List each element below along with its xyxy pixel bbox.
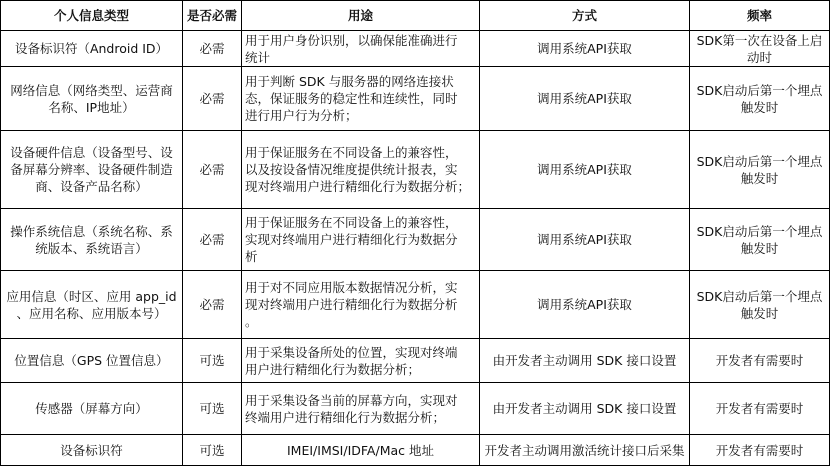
cell-frequency-line: 触发时	[740, 99, 779, 115]
cell-purpose	[242, 209, 480, 271]
cell-frequency-line: SDK第一次在设备上启	[696, 32, 823, 48]
table-row	[1, 339, 830, 383]
cell-frequency	[690, 131, 830, 209]
cell-frequency	[690, 31, 830, 67]
cell-info-type-line: 应用信息（时区、应用 app_id	[6, 288, 177, 304]
cell-frequency-line: SDK启动后第一个埋点	[696, 82, 823, 98]
cell-frequency-line: 开发者有需要时	[715, 401, 804, 416]
cell-info-type-line: 传感器（屏幕方向）	[35, 401, 148, 416]
cell-purpose-line: 统计	[245, 49, 271, 65]
cell-frequency-line: 触发时	[740, 305, 779, 321]
cell-purpose-line: 用于对不同应用版本数据情况分析，实	[245, 280, 458, 295]
table-body	[1, 31, 830, 466]
cell-frequency-line: SDK启动后第一个埋点	[696, 223, 823, 239]
cell-required: 可选	[183, 435, 242, 466]
cell-info-type	[1, 31, 183, 67]
cell-purpose-line: IMEI/IMSI/IDFA/Mac 地址	[287, 442, 434, 458]
cell-info-type	[1, 271, 183, 339]
table-row	[1, 209, 830, 271]
cell-frequency-line: 触发时	[740, 170, 779, 186]
cell-frequency	[690, 271, 830, 339]
cell-info-type-line: 网络信息（网络类型、运营商	[10, 82, 173, 98]
cell-purpose	[242, 435, 480, 466]
cell-method: 由开发者主动调用 SDK 接口设置	[480, 383, 690, 435]
cell-method: 调用系统API获取	[480, 131, 690, 209]
cell-info-type	[1, 383, 183, 435]
cell-info-type	[1, 67, 183, 131]
cell-info-type-line: 设备硬件信息（设备型号、设	[10, 145, 173, 160]
cell-info-type-line: 设备标识符	[60, 442, 123, 458]
cell-purpose	[242, 31, 480, 67]
cell-frequency	[690, 209, 830, 271]
cell-frequency-line: 开发者有需要时	[715, 442, 804, 458]
cell-required: 可选	[183, 383, 242, 435]
cell-required: 必需	[183, 67, 242, 131]
cell-method: 调用系统API获取	[480, 209, 690, 271]
cell-method: 调用系统API获取	[480, 67, 690, 131]
cell-purpose	[242, 339, 480, 383]
cell-required: 必需	[183, 131, 242, 209]
cell-purpose-line: 现对终端用户进行精细化行为数据分析；	[245, 179, 471, 194]
cell-purpose-line: 用于采集设备所处的位置，实现对终端	[245, 344, 458, 360]
table-row	[1, 131, 830, 209]
cell-frequency-line: SDK启动后第一个埋点	[696, 153, 823, 169]
cell-info-type	[1, 209, 183, 271]
header-frequency: 频率	[690, 1, 830, 31]
cell-method: 调用系统API获取	[480, 271, 690, 339]
cell-required: 必需	[183, 271, 242, 339]
cell-required: 必需	[183, 31, 242, 67]
cell-frequency-line: SDK启动后第一个埋点	[696, 288, 823, 304]
cell-frequency-line: 动时	[746, 49, 772, 65]
header-row	[1, 1, 830, 31]
cell-info-type-line: 、应用名称、应用版本号）	[16, 305, 167, 321]
cell-purpose-line: 用户进行精细化行为数据分析；	[245, 361, 421, 377]
cell-purpose-line: 终端用户进行精细化行为数据分析；	[245, 409, 446, 425]
cell-method: 开发者主动调用激活统计接口后采集	[480, 435, 690, 466]
cell-info-type-line: 备屏幕分辨率、设备硬件制造	[10, 162, 173, 177]
cell-purpose-line: 以及按设备情况维度提供统计报表，实	[245, 162, 458, 177]
cell-info-type	[1, 339, 183, 383]
cell-frequency	[690, 435, 830, 466]
cell-purpose	[242, 271, 480, 339]
cell-purpose-line: 用于采集设备当前的屏幕方向，实现对	[245, 392, 458, 408]
cell-frequency	[690, 67, 830, 131]
cell-purpose	[242, 131, 480, 209]
cell-method: 调用系统API获取	[480, 31, 690, 67]
header-method: 方式	[480, 1, 690, 31]
cell-purpose-line: 用于判断 SDK 与服务器的网络连接状	[245, 74, 454, 89]
cell-info-type-line: 设备标识符（Android ID）	[14, 41, 169, 56]
table-row	[1, 435, 830, 466]
cell-purpose	[242, 383, 480, 435]
cell-required: 可选	[183, 339, 242, 383]
table-row	[1, 31, 830, 67]
cell-frequency-line: 开发者有需要时	[715, 353, 804, 368]
cell-purpose-line: 用于用户身份识别，以确保能准确进行	[245, 32, 458, 48]
cell-required: 必需	[183, 209, 242, 271]
cell-info-type	[1, 131, 183, 209]
cell-purpose-line: 用于保证服务在不同设备上的兼容性，	[245, 145, 458, 160]
cell-purpose-line: 析	[245, 249, 258, 264]
cell-purpose	[242, 67, 480, 131]
cell-info-type-line: 名称、IP地址）	[48, 99, 135, 115]
cell-frequency	[690, 383, 830, 435]
header-required: 是否必需	[183, 1, 242, 31]
cell-purpose-line: 态，保证服务的稳定性和连续性，同时	[245, 91, 458, 106]
header-type: 个人信息类型	[1, 1, 183, 31]
cell-purpose-line: 现对终端用户进行精细化行为数据分析	[245, 297, 458, 312]
cell-info-type-line: 商、设备产品名称）	[35, 179, 148, 194]
cell-purpose-line: 实现对终端用户进行精细化行为数据分	[245, 232, 458, 247]
cell-purpose-line: 进行用户行为分析；	[245, 108, 358, 123]
header-purpose: 用途	[242, 1, 480, 31]
cell-frequency-line: 触发时	[740, 240, 779, 256]
cell-info-type-line: 统版本、系统语言）	[35, 240, 148, 256]
cell-purpose-line: 。	[245, 314, 258, 329]
cell-method: 由开发者主动调用 SDK 接口设置	[480, 339, 690, 383]
cell-info-type-line: 操作系统信息（系统名称、系	[10, 223, 173, 239]
cell-info-type	[1, 435, 183, 466]
table-row	[1, 383, 830, 435]
table-row	[1, 271, 830, 339]
cell-purpose-line: 用于保证服务在不同设备上的兼容性，	[245, 215, 458, 230]
cell-frequency	[690, 339, 830, 383]
table-row	[1, 67, 830, 131]
cell-info-type-line: 位置信息（GPS 位置信息）	[14, 353, 169, 368]
